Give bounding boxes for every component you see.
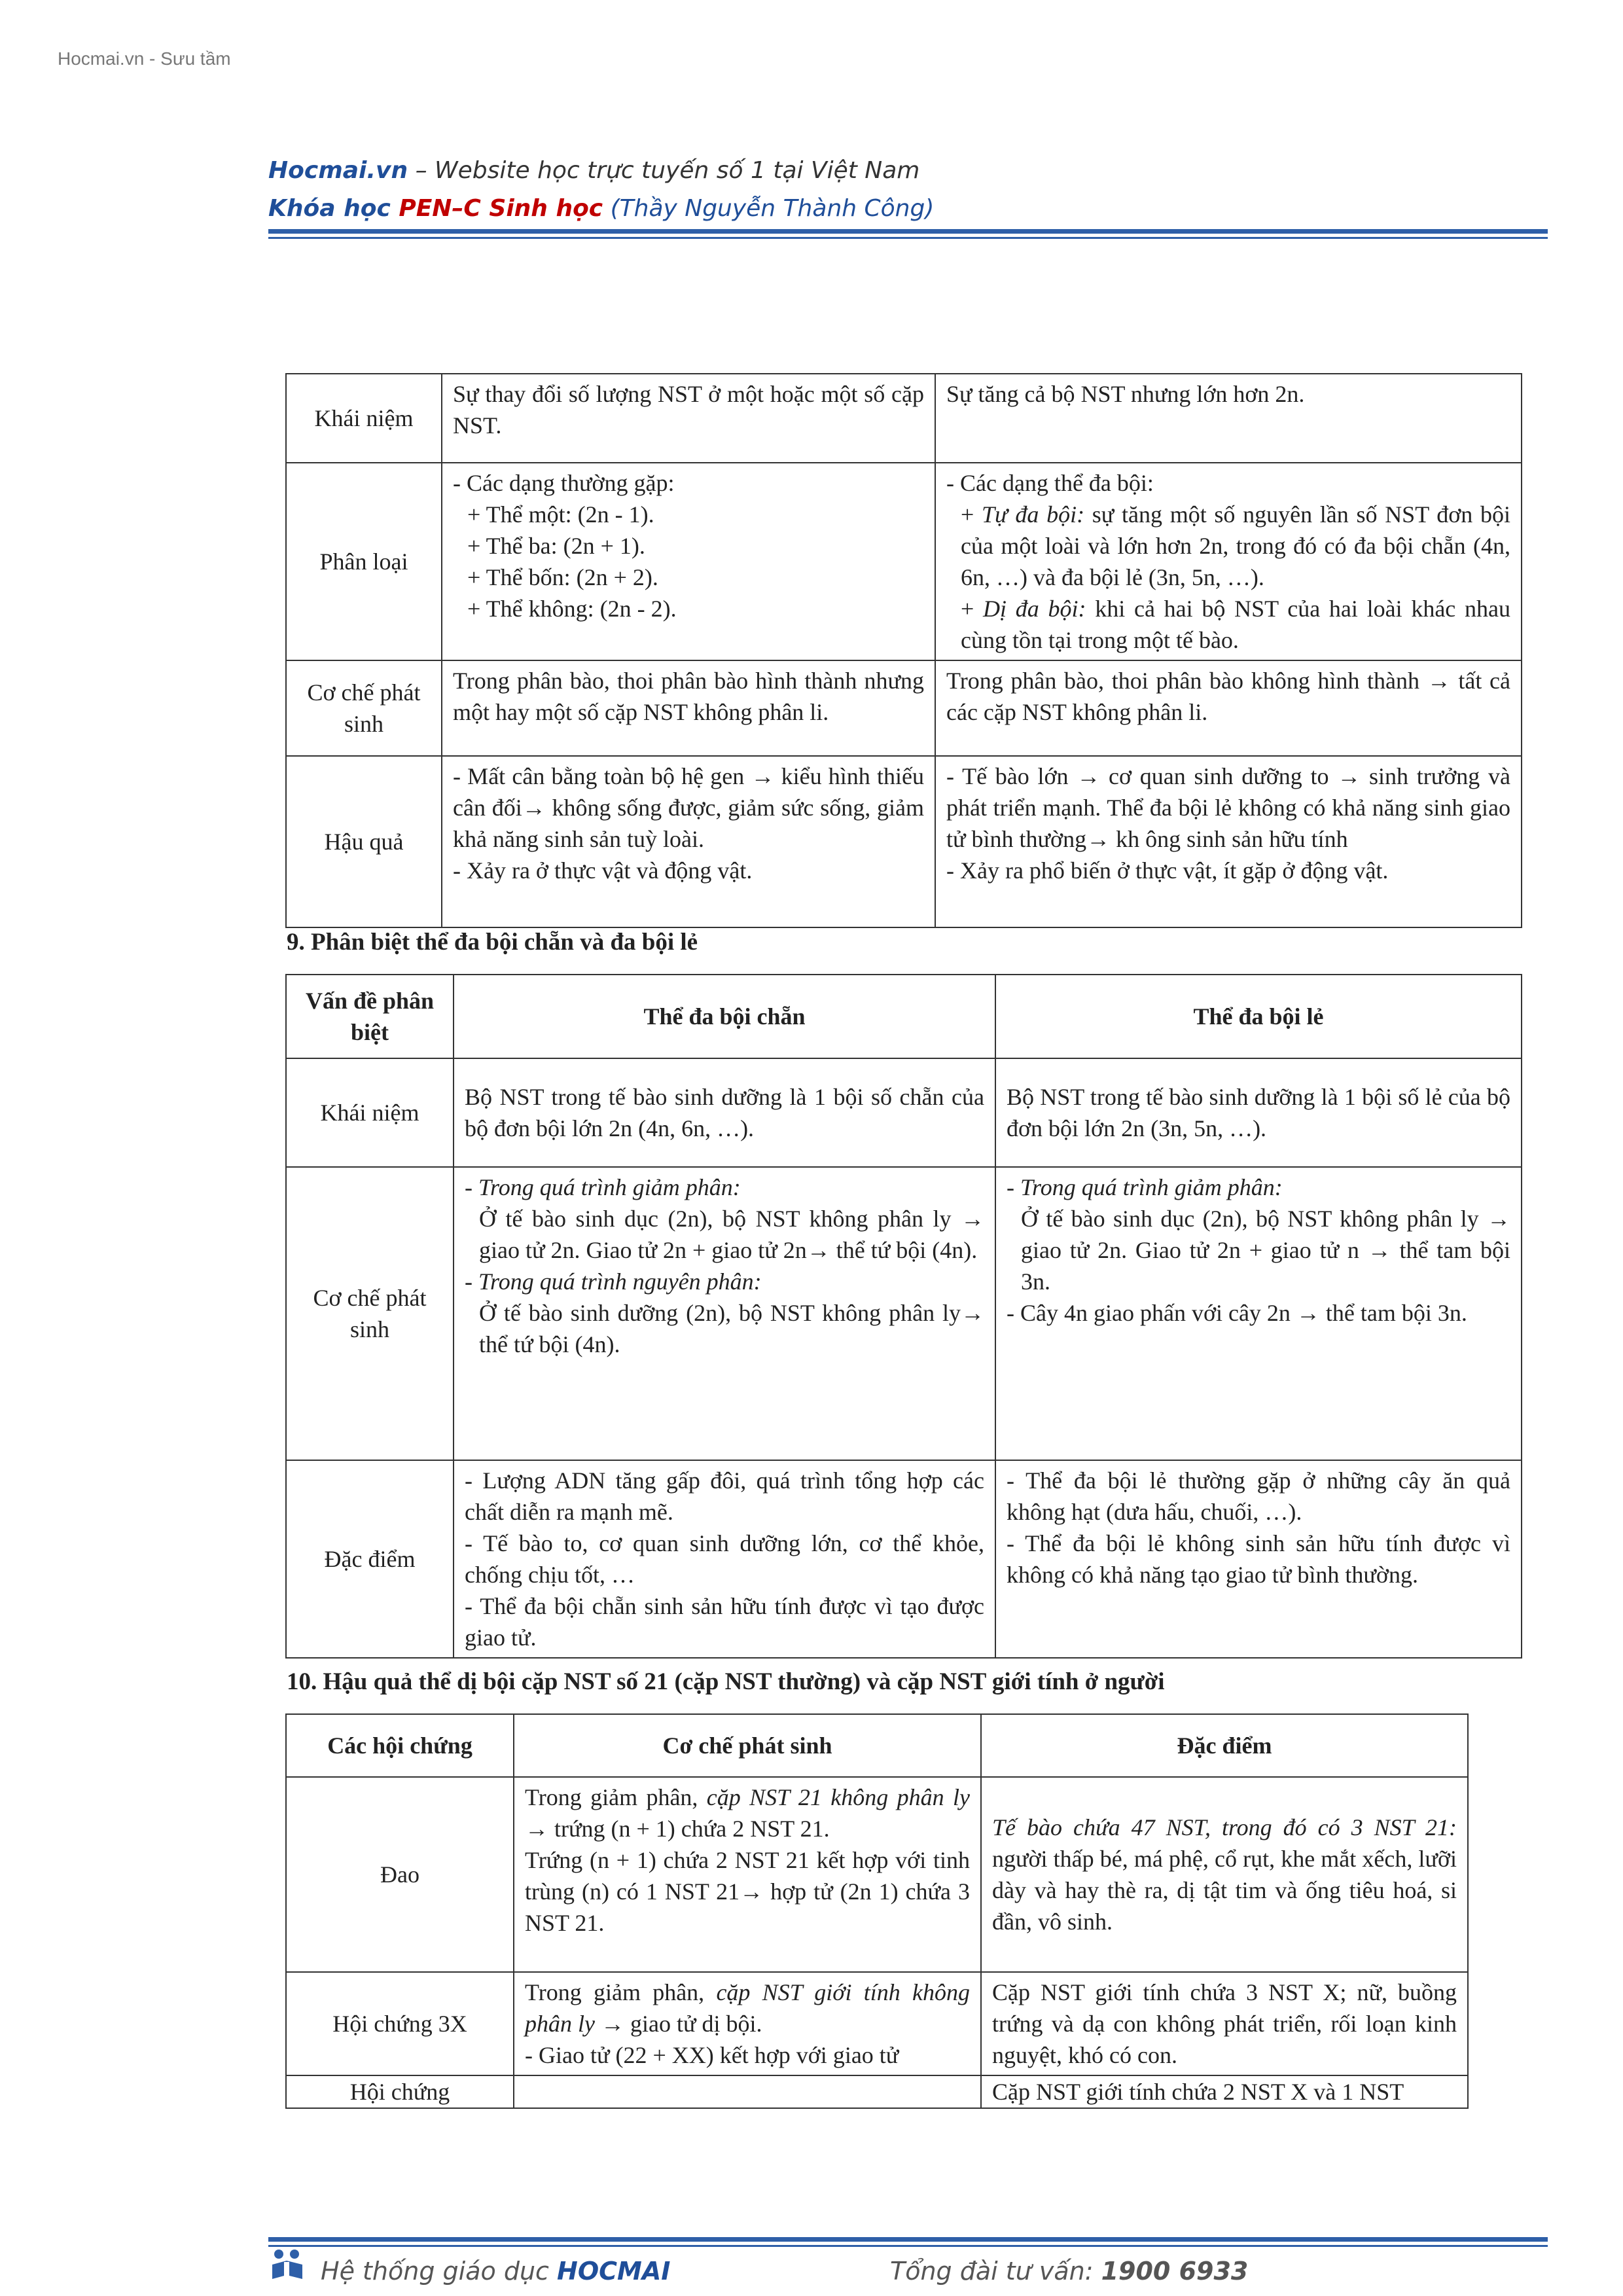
term: cặp NST 21 không phân ly bbox=[706, 1784, 970, 1810]
cell-line: Trứng (n + 1) chứa 2 NST 21 kết hợp với tinh trùng (n) có 1 NST 21→ hợp tử (2n 1) chứa 3 NST 21. bbox=[525, 1847, 970, 1936]
table-cell bbox=[442, 756, 935, 927]
cell-line: - Thể đa bội chẵn sinh sản hữu tính được vì tạo được giao tử. bbox=[465, 1593, 984, 1651]
table-cell bbox=[454, 1460, 995, 1658]
table-cell bbox=[935, 756, 1522, 927]
row-label: Hậu quả bbox=[286, 756, 442, 927]
table-row bbox=[286, 1777, 1468, 1972]
cell-line: + Thể một: (2n - 1). bbox=[467, 501, 654, 528]
cell-subheading: - Trong quá trình giảm phân: bbox=[465, 1174, 741, 1200]
table-cell: Trong phân bào, thoi phân bào hình thành nhưng một hay một số cặp NST không phân li. bbox=[442, 660, 935, 756]
site-header bbox=[268, 157, 919, 184]
cell-line: - Thể đa bội lẻ thường gặp ở những cây ăn quả không hạt (dưa hấu, chuối, …). bbox=[1007, 1467, 1510, 1525]
cell-line bbox=[525, 1977, 970, 2039]
table-row bbox=[286, 374, 1522, 463]
cell-line: - Mất cân bằng toàn bộ hệ gen → kiểu hình thiếu cân đối→ không sống được, giảm sức sống, giảm khả năng sinh sản tuỳ loài. bbox=[453, 763, 924, 852]
cell-subheading: - Trong quá trình nguyên phân: bbox=[465, 1268, 762, 1295]
table-row bbox=[286, 1058, 1522, 1167]
term: Dị đa bội: bbox=[983, 596, 1086, 622]
row-label: Cơ chế phát sinh bbox=[286, 660, 442, 756]
footer-rule-thick bbox=[268, 2237, 1548, 2242]
cell-subheading: - Trong quá trình giảm phân: bbox=[1007, 1174, 1283, 1200]
cell-text: người thấp bé, má phệ, cổ rụt, khe mắt xếch, lưỡi dày và hay thè ra, dị tật tim và ống tiêu hoá, si đần, vô sinh. bbox=[992, 1846, 1457, 1935]
course-prefix: Khóa học bbox=[268, 195, 399, 222]
cell-line: + Thể ba: (2n + 1). bbox=[467, 533, 645, 559]
cell-text: → trứng (n + 1) chứa 2 NST 21. bbox=[525, 1816, 830, 1842]
cell-line: Ở tế bào sinh dưỡng (2n), bộ NST không phân ly→ thể tứ bội (4n). bbox=[479, 1300, 984, 1357]
polyploid-compare-table bbox=[285, 974, 1522, 1659]
source-note: Hocmai.vn - Sưu tầm bbox=[58, 48, 231, 69]
cell-line: - Tế bào to, cơ quan sinh dưỡng lớn, cơ thể khỏe, chống chịu tốt, … bbox=[465, 1530, 984, 1588]
table-cell: Bộ NST trong tế bào sinh dưỡng là 1 bội số chẵn của bộ đơn bội lớn 2n (4n, 6n, …). bbox=[454, 1058, 995, 1167]
table-cell bbox=[995, 1460, 1522, 1658]
table-cell: Cặp NST giới tính chứa 2 NST X và 1 NST bbox=[981, 2075, 1468, 2108]
footer-left-prefix: Hệ thống giáo dục bbox=[321, 2257, 558, 2286]
table-header-row bbox=[286, 975, 1522, 1058]
cell-line: - Các dạng thường gặp: bbox=[453, 470, 675, 496]
cell-text: Trong giảm phân, bbox=[525, 1979, 717, 2005]
column-header: Các hội chứng bbox=[286, 1714, 514, 1777]
table-row bbox=[286, 1167, 1522, 1460]
cell-line: + Tự đa bội: sự tăng một số nguyên lần số NST đơn bội của một loài và lớn hơn 2n, trong đó có đa bội chẵn (4n, 6n, …) và đa bội lẻ (3n, 5n, …). bbox=[961, 501, 1510, 590]
table-cell: Cặp NST giới tính chứa 3 NST X; nữ, buồng trứng và dạ con không phát triển, rối loạn kinh nguyệt, khó có con. bbox=[981, 1972, 1468, 2075]
column-header: Đặc điểm bbox=[981, 1714, 1468, 1777]
footer-right bbox=[890, 2257, 1248, 2286]
table-cell: Sự thay đổi số lượng NST ở một hoặc một số cặp NST. bbox=[442, 374, 935, 463]
table-cell bbox=[981, 1777, 1468, 1972]
cell-line bbox=[525, 1782, 970, 1844]
syndrome-table bbox=[285, 1713, 1469, 2109]
site-brand[interactable]: Hocmai.vn bbox=[268, 157, 408, 184]
row-label: Đao bbox=[286, 1777, 514, 1972]
course-teacher: (Thầy Nguyễn Thành Công) bbox=[603, 195, 935, 222]
cell-line: - Cây 4n giao phấn với cây 2n → thể tam bội 3n. bbox=[1007, 1300, 1467, 1326]
cell-line: - Lượng ADN tăng gấp đôi, quá trình tổng hợp các chất diễn ra mạnh mẽ. bbox=[465, 1467, 984, 1525]
column-header: Cơ chế phát sinh bbox=[514, 1714, 981, 1777]
row-label: Khái niệm bbox=[286, 374, 442, 463]
course-name: PEN–C Sinh học bbox=[399, 195, 603, 222]
table-cell: Bộ NST trong tế bào sinh dưỡng là 1 bội số lẻ của bộ đơn bội lớn 2n (3n, 5n, …). bbox=[995, 1058, 1522, 1167]
cell-text: sự tăng một số nguyên lần số NST đơn bội của một loài và lớn hơn 2n, trong đó có đa bội chẵn (4n, 6n, …) và đa bội lẻ (3n, 5n, …). bbox=[961, 501, 1510, 590]
table-cell bbox=[442, 463, 935, 660]
row-label: Cơ chế phát sinh bbox=[286, 1167, 454, 1460]
row-label: Hội chứng bbox=[286, 2075, 514, 2108]
section-heading-9: 9. Phân biệt thể đa bội chẵn và đa bội lẻ bbox=[287, 929, 698, 956]
table-row bbox=[286, 756, 1522, 927]
table-row bbox=[286, 463, 1522, 660]
row-label: Hội chứng 3X bbox=[286, 1972, 514, 2075]
cell-line: Ở tế bào sinh dục (2n), bộ NST không phân ly → giao tử 2n. Giao tử 2n + giao tử 2n→ thể tứ bội (4n). bbox=[479, 1206, 984, 1263]
table-row bbox=[286, 660, 1522, 756]
cell-text: → giao tử dị bội. bbox=[594, 2011, 762, 2037]
footer-left bbox=[321, 2257, 670, 2286]
table-cell bbox=[935, 463, 1522, 660]
footer-rule-thin bbox=[268, 2245, 1548, 2247]
section-heading-10: 10. Hậu quả thể dị bội cặp NST số 21 (cặp NST thường) và cặp NST giới tính ở người bbox=[287, 1668, 1165, 1695]
table-cell bbox=[514, 1972, 981, 2075]
cell-line: - Các dạng thể đa bội: bbox=[946, 470, 1154, 496]
cell-line: + Thể bốn: (2n + 2). bbox=[467, 564, 658, 590]
cell-line: - Giao tử (22 + XX) kết hợp với giao tử bbox=[525, 2042, 899, 2068]
cell-line: + Thể không: (2n - 2). bbox=[467, 596, 677, 622]
table-cell bbox=[514, 2075, 981, 2108]
cell-line: - Tế bào lớn → cơ quan sinh dưỡng to → sinh trưởng và phát triển mạnh. Thể đa bội lẻ không có khả năng sinh giao tử bình thường→ kh ông sinh sản hữu tính bbox=[946, 763, 1510, 852]
hocmai-logo-icon bbox=[270, 2245, 305, 2286]
footer-brand[interactable]: HOCMAI bbox=[557, 2257, 671, 2286]
term: Tế bào chứa 47 NST, trong đó có 3 NST 21: bbox=[992, 1814, 1457, 1840]
hotline-number[interactable]: 1900 6933 bbox=[1101, 2257, 1249, 2286]
row-label: Đặc điểm bbox=[286, 1460, 454, 1658]
table-cell bbox=[454, 1167, 995, 1460]
cell-line: - Xảy ra phổ biến ở thực vật, ít gặp ở động vật. bbox=[946, 857, 1389, 884]
column-header: Vấn đề phân biệt bbox=[286, 975, 454, 1058]
term: Tự đa bội: bbox=[982, 501, 1085, 528]
table-row bbox=[286, 1460, 1522, 1658]
table-cell bbox=[995, 1167, 1522, 1460]
table-row bbox=[286, 2075, 1468, 2108]
table-row bbox=[286, 1972, 1468, 2075]
cell-line: - Xảy ra ở thực vật và động vật. bbox=[453, 857, 753, 884]
table-cell: Sự tăng cả bộ NST nhưng lớn hơn 2n. bbox=[935, 374, 1522, 463]
row-label: Khái niệm bbox=[286, 1058, 454, 1167]
cell-text: Trong giảm phân, bbox=[525, 1784, 707, 1810]
table-header-row bbox=[286, 1714, 1468, 1777]
column-header: Thể đa bội chẵn bbox=[454, 975, 995, 1058]
aneuploid-polyploid-table bbox=[285, 373, 1522, 928]
course-header bbox=[268, 195, 934, 222]
header-rule-thin bbox=[268, 237, 1548, 239]
table-cell bbox=[514, 1777, 981, 1972]
header-rule-thick bbox=[268, 229, 1548, 234]
site-tagline: – Website học trực tuyến số 1 tại Việt Nam bbox=[408, 157, 920, 184]
column-header: Thể đa bội lẻ bbox=[995, 975, 1522, 1058]
term: cặp NST giới tính không phân ly bbox=[525, 1979, 970, 2037]
cell-line: + Dị đa bội: khi cả hai bộ NST của hai loài khác nhau cùng tồn tại trong một tế bào. bbox=[961, 596, 1511, 653]
cell-line: Ở tế bào sinh dục (2n), bộ NST không phân ly → giao tử 2n. Giao tử 2n + giao tử n → thể tam bội 3n. bbox=[1021, 1206, 1510, 1295]
row-label: Phân loại bbox=[286, 463, 442, 660]
footer-right-prefix: Tổng đài tư vấn: bbox=[890, 2257, 1101, 2286]
cell-line: - Thể đa bội lẻ không sinh sản hữu tính được vì không có khả năng tạo giao tử bình thường. bbox=[1007, 1530, 1510, 1588]
cell-text: khi cả hai bộ NST của hai loài khác nhau cùng tồn tại trong một tế bào. bbox=[961, 596, 1511, 653]
table-cell: Trong phân bào, thoi phân bào không hình thành → tất cả các cặp NST không phân li. bbox=[935, 660, 1522, 756]
